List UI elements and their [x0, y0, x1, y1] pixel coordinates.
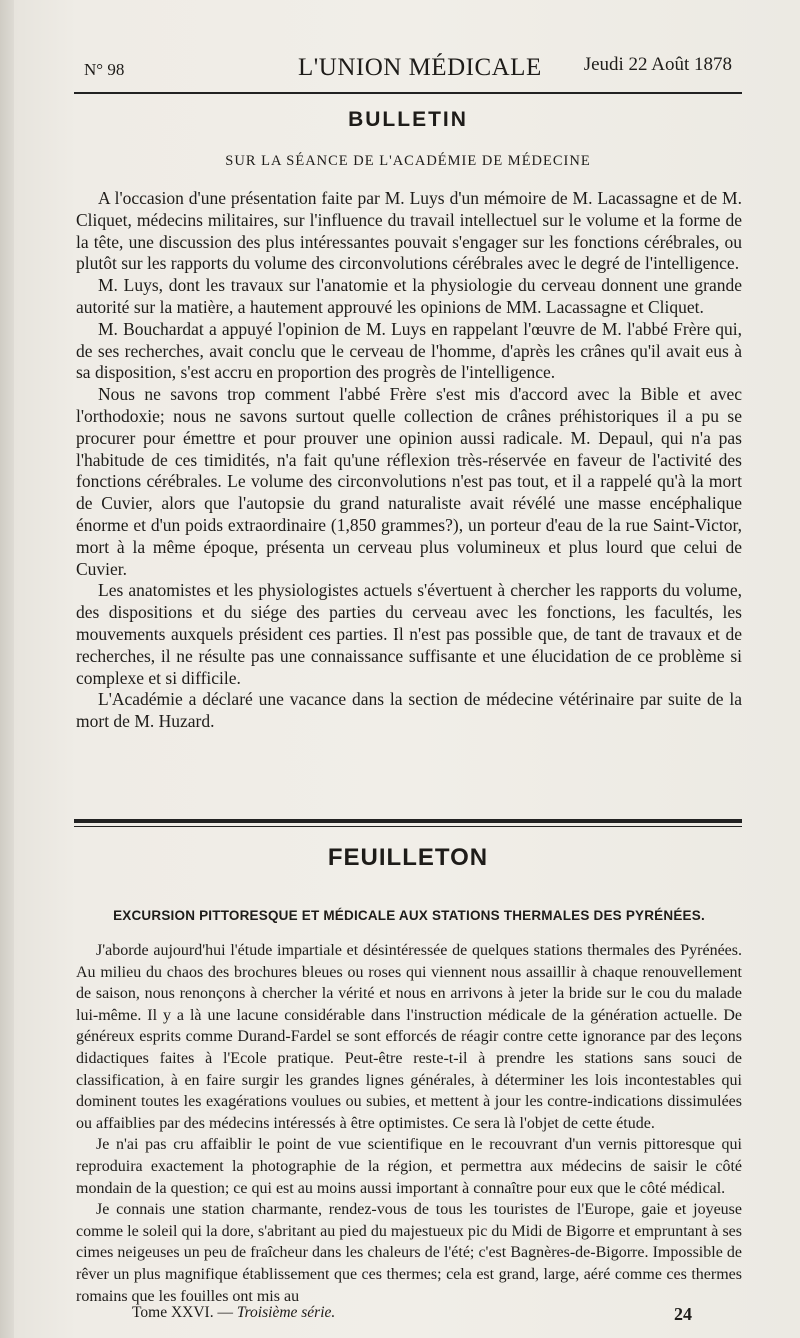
- paragraph: Les anatomistes et les physiologistes actuels s'évertuent à chercher les rapports du volume, des dispositions et du siége des parties du cerveau avec les fonctions, les facultés, les mouvements auxquels président ces parties. Il n'est pas possible que, de tant de travaux et de recherches, il ne résulte pas une connaissance suffisante et une élucidation de ce problème si complexe et si difficile.: [76, 580, 742, 688]
- bulletin-body: [76, 188, 742, 733]
- section-rule-thin: [74, 826, 742, 827]
- paragraph: J'aborde aujourd'hui l'étude impartiale et désintéressée de quelques stations thermales des Pyrénées. Au milieu du chaos des brochures bleues ou roses qui viennent nous assaillir à chaque renouvellement de saison, nous renonçons à chercher la vérité et nous en arrivons à jeter la bride sur le cou du malade lui-même. Il y a là une lacune considérable dans l'instruction médicale de la génération actuelle. De généreux esprits comme Durand-Fardel se sont efforcés de réagir contre cette ignorance par des leçons didactiques faites à l'Ecole pratique. Peut-être reste-t-il à prendre les stations sans souci de classification, à en faire surgir les grandes lignes générales, à déterminer les lois incontestables qui dominent toutes les exagérations voulues ou subies, et mettent à jour les contre-indications dissimulées ou affaiblies par des médecins intéressés à être optimistes. Ce sera là l'objet de cette étude.: [76, 942, 742, 1132]
- feuilleton-title: FEUILLETON: [327, 844, 489, 871]
- issue-date: Jeudi 22 Août 1878: [583, 54, 732, 75]
- paragraph: A l'occasion d'une présentation faite par M. Luys d'un mémoire de M. Lacassagne et de M. Cliquet, médecins militaires, sur l'influence du travail intellectuel sur le volume et la forme de la tête, une discussion des plus intéressantes pouvait s'engager sur les fonctions cérébrales, ou plutôt sur les rapports du volume des circonvolutions cérébrales avec le degré de l'intelligence.: [76, 188, 742, 274]
- bulletin-subtitle: SUR LA SÉANCE DE L'ACADÉMIE DE MÉDECINE: [225, 153, 591, 169]
- paragraph: Je connais une station charmante, rendez-vous de tous les touristes de l'Europe, gaie et joyeuse comme le soleil qui la dore, s'abritant au pied du majestueux pic du Midi de Bigorre et empruntant à ses cimes neigeuses un peu de fraîcheur dans les chaleurs de l'été; c'est Bagnères-de-Bigorre. Impossible de rêver un plus magnifique établissement que ces thermes; cela est grand, large, aéré comme ces thermes romains que les fouilles ont mis au: [76, 1201, 742, 1305]
- section-rule-thick: [74, 819, 742, 823]
- paragraph: M. Bouchardat a appuyé l'opinion de M. Luys en rappelant l'œuvre de M. l'abbé Frère qui, de ses recherches, avait conclu que le cerveau de l'homme, d'après les crânes qu'il avait eus à sa disposition, s'est accru en proportion des progrès de l'intelligence.: [76, 318, 742, 383]
- feuilleton-body: [76, 940, 742, 1307]
- masthead: L'UNION MÉDICALE: [298, 54, 542, 81]
- paragraph: Je n'ai pas cru affaiblir le point de vue scientifique en le recouvrant d'un vernis pittoresque qui reproduira exactement la photographie de la région, et permettra aux médecins de saisir le côté mondain de la question; ce qui est au moins aussi important à connaître pour eux que le côté médical.: [76, 1136, 742, 1197]
- tome-number: Tome XXVI. —: [132, 1304, 237, 1321]
- series-label: Troisième série.: [236, 1304, 336, 1321]
- page-edge: [0, 0, 14, 1338]
- paragraph: L'Académie a déclaré une vacance dans la section de médecine vétérinaire par suite de la mort de M. Huzard.: [76, 689, 742, 732]
- issue-number: N° 98: [84, 60, 125, 79]
- paragraph: Nous ne savons trop comment l'abbé Frère s'est mis d'accord avec la Bible et avec l'orthodoxie; nous ne savons surtout quelle collection de crânes préhistoriques il a pu se procurer pour émettre et pour prouver une opinion aussi radicale. M. Depaul, qui n'a pas l'habitude de ces timidités, n'a fait qu'une réflexion très-réservée en faveur de l'activité des fonctions cérébrales. Le volume des circonvolutions n'est pas tout, et il a rappelé qu'à la mort de Cuvier, alors que l'autopsie du grand naturaliste avait révélé une masse encéphalique énorme et d'un poids extraordinaire (1,850 grammes?), un porteur d'eau de la rue Saint-Victor, mort à la même époque, présenta un cerveau plus volumineux et plus lourd que celui de Cuvier.: [76, 384, 742, 579]
- page-header: [84, 48, 750, 88]
- tome-label: [132, 1304, 335, 1322]
- page-number: 24: [674, 1304, 692, 1324]
- bulletin-title: BULLETIN: [348, 108, 468, 131]
- header-rule: [74, 92, 742, 94]
- feuilleton-subtitle: EXCURSION PITTORESQUE ET MÉDICALE AUX STATIONS THERMALES DES PYRÉNÉES.: [113, 908, 705, 923]
- paragraph: M. Luys, dont les travaux sur l'anatomie et la physiologie du cerveau donnent une grande autorité sur la matière, a hautement approuvé les opinions de MM. Lacassagne et Cliquet.: [76, 275, 742, 317]
